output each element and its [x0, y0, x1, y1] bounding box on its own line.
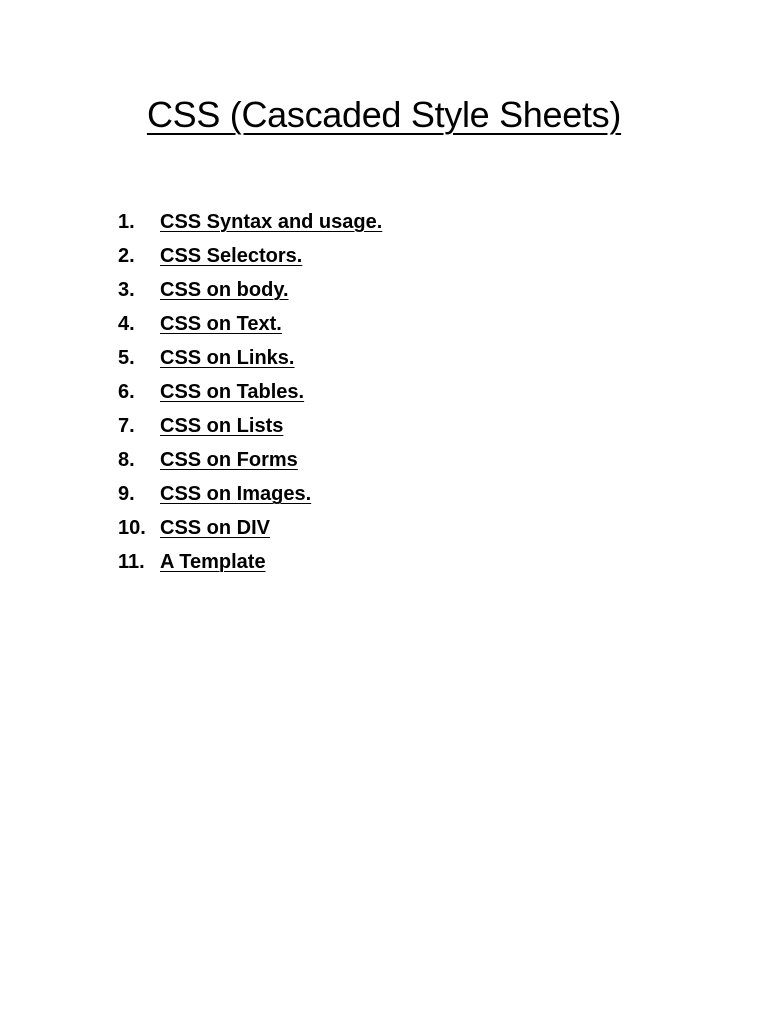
toc-link-css-images[interactable]: CSS on Images. — [160, 483, 312, 506]
list-item — [118, 239, 382, 273]
page-title-text: CSS (Cascaded Style Sheets) — [146, 94, 622, 135]
list-item — [118, 410, 382, 444]
toc-link-css-text[interactable]: CSS on Text. — [160, 312, 282, 335]
list-item — [118, 478, 382, 512]
toc-link-css-links[interactable]: CSS on Links. — [160, 346, 295, 369]
item-number: 2. — [118, 244, 135, 267]
toc-link-template[interactable]: A Template — [160, 551, 266, 574]
toc-link-css-div[interactable]: CSS on DIV — [160, 517, 271, 540]
toc-link-css-selectors[interactable]: CSS Selectors. — [160, 244, 303, 267]
item-number: 6. — [118, 381, 135, 404]
list-item — [118, 341, 382, 375]
item-number: 7. — [118, 415, 135, 438]
list-item — [118, 307, 382, 341]
toc-link-css-syntax[interactable]: CSS Syntax and usage. — [160, 210, 383, 233]
list-item — [118, 273, 382, 307]
item-number: 3. — [118, 278, 135, 301]
page-title — [0, 92, 768, 138]
list-item — [118, 205, 382, 239]
item-number: 8. — [118, 449, 135, 472]
list-item — [118, 546, 382, 580]
item-number: 4. — [118, 312, 135, 335]
list-item — [118, 375, 382, 409]
list-item — [118, 444, 382, 478]
item-number: 9. — [118, 483, 135, 506]
item-number: 1. — [118, 210, 135, 233]
toc-link-css-tables[interactable]: CSS on Tables. — [160, 381, 305, 404]
item-number: 11. — [118, 551, 145, 574]
list-item — [118, 512, 382, 546]
toc-link-css-forms[interactable]: CSS on Forms — [160, 449, 298, 472]
table-of-contents — [118, 205, 382, 580]
toc-link-css-body[interactable]: CSS on body. — [160, 278, 289, 301]
item-number: 10. — [118, 517, 146, 540]
item-number: 5. — [118, 346, 135, 369]
toc-link-css-lists[interactable]: CSS on Lists — [160, 415, 284, 438]
